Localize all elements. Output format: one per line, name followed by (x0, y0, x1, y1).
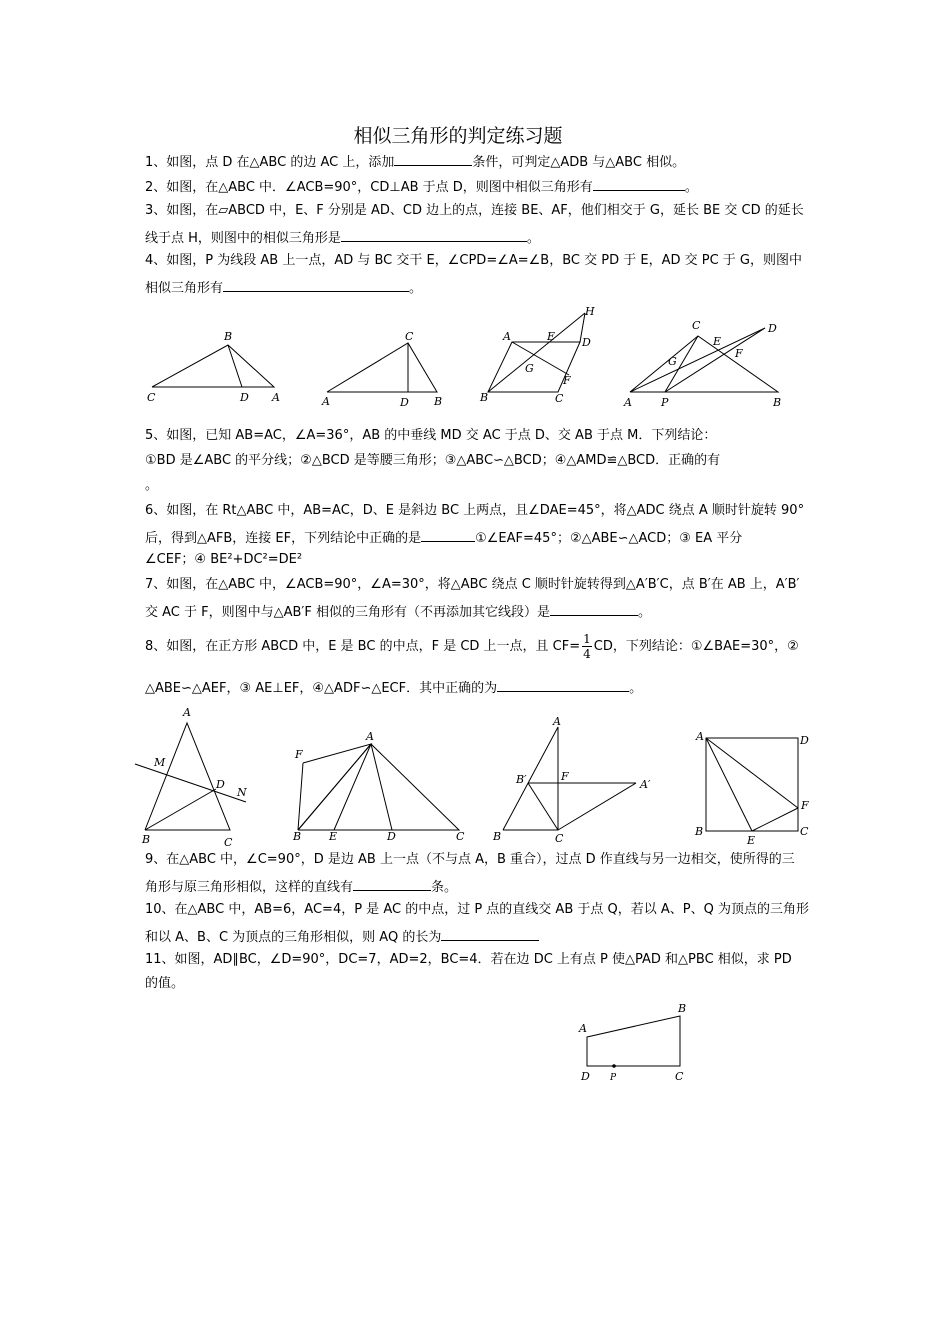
question-7-line-1: 7、如图，在△ABC 中，∠ACB=90°，∠A=30°，将△ABC 绕点 C 顺时针旋转得到△A′B′C，点 B′在 AB 上，A′B′ (145, 577, 800, 592)
label-c: C (692, 319, 701, 332)
label-c: C (555, 832, 564, 845)
answer-blank[interactable] (550, 602, 638, 616)
question-9-line-1: 9、在△ABC 中，∠C=90°，D 是边 AB 上一点（不与点 A，B 重合），过点 D 作直线与另一边相交，使所得的三 (145, 852, 795, 867)
question-4-line-2: 相似三角形有 。 (145, 278, 810, 297)
label-c: C (405, 330, 414, 343)
question-6-line-3: ∠CEF；④ BE²+DC²=DE² (145, 552, 303, 567)
question-10-line-2: 和以 A、B、C 为顶点的三角形相似，则 AQ 的长为 (145, 927, 810, 946)
label-e: E (747, 834, 756, 847)
label-f: F (561, 770, 569, 783)
question-5-line-2: ①BD 是∠ABC 的平分线；②△BCD 是等腰三角形；③△ABC∽△BCD；④△AMD≌△BCD．正确的有 (145, 453, 721, 468)
question-7-line-2: 交 AC 于 F，则图中与△AB′F 相似的三角形有（不再添加其它线段）是 。 (145, 602, 810, 621)
label-a: A (503, 330, 511, 343)
label-a: A (553, 715, 561, 728)
answer-blank[interactable] (341, 228, 527, 242)
figure-8 (690, 725, 820, 850)
label-n: N (237, 786, 247, 799)
label-b: B (434, 395, 443, 408)
figure-3 (475, 300, 605, 410)
question-2: 2、如图，在△ABC 中．∠ACB=90°，CD⊥AB 于点 D，则图中相似三角形有 。 (145, 177, 810, 196)
answer-blank[interactable] (441, 927, 539, 941)
label-c: C (800, 825, 809, 838)
label-d: D (768, 322, 777, 335)
label-g: G (525, 362, 534, 375)
label-b-prime: B′ (516, 773, 527, 786)
figure-6 (285, 720, 475, 845)
fraction-one-quarter: $\frac{1}{4}$ (583, 632, 591, 661)
question-5-line-3: 。 (145, 478, 159, 493)
label-d: D (387, 830, 396, 843)
question-8-line-1: 8、如图，在正方形 ABCD 中，E 是 BC 的中点，F 是 CD 上一点，且 CF= $\frac{1}{4}$ CD，下列结论：①∠BAE=30°，② (145, 632, 799, 661)
label-d: D (582, 336, 591, 349)
label-d: D (400, 396, 409, 409)
label-a: A (624, 396, 632, 409)
answer-blank[interactable] (593, 177, 685, 191)
label-a: A (366, 730, 374, 743)
label-e: E (547, 330, 556, 343)
question-11-line-2: 的值。 (145, 976, 185, 991)
label-b: B (695, 825, 704, 838)
figure-9 (575, 998, 695, 1088)
label-f: F (295, 748, 303, 761)
label-c: C (456, 830, 465, 843)
label-c: C (224, 836, 233, 849)
label-b: B (224, 330, 233, 343)
answer-blank[interactable] (353, 877, 431, 891)
label-a: A (322, 395, 330, 408)
label-b: B (678, 1002, 687, 1015)
label-b: B (142, 833, 151, 846)
label-a-prime: A′ (640, 778, 651, 791)
answer-blank[interactable] (497, 678, 629, 692)
figure-7 (488, 710, 658, 845)
label-e: E (329, 830, 338, 843)
label-p: P (610, 1073, 617, 1083)
answer-blank[interactable] (421, 528, 475, 542)
label-f: F (563, 374, 571, 387)
question-9-line-2: 角形与原三角形相似，这样的直线有 条。 (145, 877, 810, 896)
question-3-line-1: 3、如图，在▱ABCD 中，E、F 分别是 AD、CD 边上的点，连接 BE、AF，他们相交于 G，延长 BE 交 CD 的延长 (145, 203, 804, 218)
question-1: 1、如图，点 D 在△ABC 的边 AC 上，添加 条件，可判定△ADB 与△ABC 相似。 (145, 152, 810, 171)
label-a: A (272, 391, 280, 404)
label-a: A (579, 1022, 587, 1035)
question-3-line-2: 线于点 H，则图中的相似三角形是 。 (145, 228, 810, 247)
label-b: B (293, 830, 302, 843)
label-a: A (696, 730, 704, 743)
question-11-line-1: 11、如图，AD∥BC，∠D=90°，DC=7，AD=2，BC=4．若在边 DC 上有点 P 使△PAD 和△PBC 相似，求 PD (145, 952, 792, 967)
label-h: H (585, 305, 595, 318)
question-5-line-1: 5、如图，已知 AB=AC，∠A=36°，AB 的中垂线 MD 交 AC 于点 D、交 AB 于点 M．下列结论： (145, 428, 717, 443)
label-d: D (240, 391, 249, 404)
label-m: M (154, 756, 166, 769)
label-b: B (493, 830, 502, 843)
question-10-line-1: 10、在△ABC 中，AB=6，AC=4，P 是 AC 的中点，过 P 点的直线交 AB 于点 Q，若以 A、P、Q 为顶点的三角形 (145, 902, 809, 917)
label-c: C (555, 392, 564, 405)
question-6-line-1: 6、如图，在 Rt△ABC 中，AB=AC，D、E 是斜边 BC 上两点，且∠DAE=45°，将△ADC 绕点 A 顺时针旋转 90° (145, 503, 805, 518)
label-d: D (216, 778, 225, 791)
question-8-line-2: △ABE∽△AEF，③ AE⊥EF，④△ADF∽△ECF．其中正确的为 。 (145, 678, 810, 697)
label-f: F (735, 347, 743, 360)
figure-1 (140, 325, 280, 405)
answer-blank[interactable] (394, 152, 472, 166)
figure-4 (620, 315, 790, 415)
label-a: A (183, 706, 191, 719)
label-g: G (668, 355, 677, 368)
question-6-line-2: 后，得到△AFB，连接 EF，下列结论中正确的是 ①∠EAF=45°；②△ABE∽△ACD；③ EA 平分 (145, 528, 810, 547)
figure-5 (130, 700, 260, 848)
label-b: B (480, 391, 489, 404)
label-d: D (800, 734, 809, 747)
page-title: 相似三角形的判定练习题 (353, 125, 563, 147)
label-e: E (713, 335, 722, 348)
label-f: F (801, 799, 809, 812)
label-p: P (661, 396, 669, 409)
label-c: C (147, 391, 156, 404)
answer-blank[interactable] (223, 278, 409, 292)
label-d: D (581, 1070, 590, 1083)
figure-2 (318, 325, 448, 410)
question-4-line-1: 4、如图，P 为线段 AB 上一点，AD 与 BC 交干 E，∠CPD=∠A=∠B，BC 交 PD 于 E，AD 交 PC 于 G，则图中 (145, 253, 803, 268)
label-c: C (675, 1070, 684, 1083)
label-b: B (773, 396, 782, 409)
